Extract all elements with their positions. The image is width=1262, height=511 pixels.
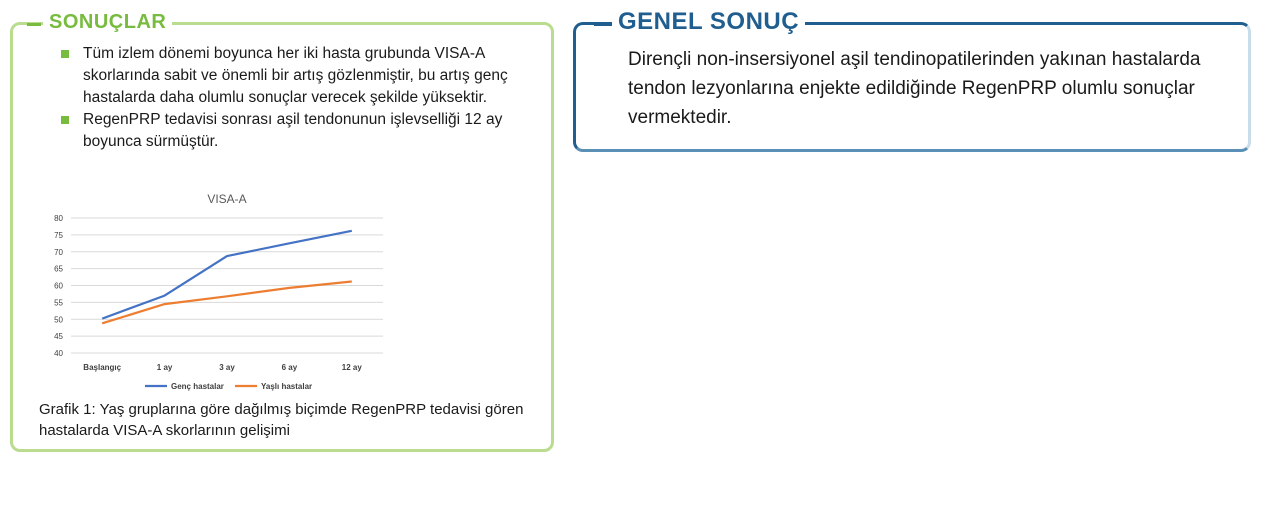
bullet-square-icon	[61, 50, 69, 58]
conclusion-panel	[573, 8, 1251, 152]
y-tick-label: 55	[54, 298, 63, 308]
visa-a-chart	[33, 185, 393, 395]
results-panel	[10, 11, 554, 452]
y-tick-label: 65	[54, 264, 63, 274]
results-title-dash	[27, 23, 41, 26]
y-tick-label: 75	[54, 230, 63, 240]
x-tick-label: 3 ay	[219, 363, 235, 372]
results-title: SONUÇLAR	[43, 11, 172, 34]
results-bullets	[57, 43, 537, 153]
y-tick-label: 40	[54, 349, 63, 358]
y-tick-label: 45	[54, 332, 63, 342]
conclusion-title-dash	[594, 23, 612, 26]
results-bullet-1	[57, 43, 537, 109]
legend-label: Yaşlı hastalar	[261, 382, 313, 391]
x-tick-label: 6 ay	[281, 363, 298, 372]
x-tick-label: 12 ay	[341, 363, 362, 372]
y-tick-label: 70	[54, 247, 63, 257]
chart-title: VISA-A	[207, 192, 247, 206]
legend-label: Genç hastalar	[171, 382, 224, 391]
x-tick-label: Başlangıç	[83, 363, 122, 372]
x-tick-label: 1 ay	[156, 363, 173, 372]
y-tick-label: 50	[54, 315, 63, 325]
series-line-genc	[102, 231, 352, 319]
results-bullet-2	[57, 109, 537, 153]
y-tick-label: 80	[54, 214, 63, 223]
results-bullet-2-text: RegenPRP tedavisi sonrası aşil tendonunun işlevselliği 12 ay boyunca sürmüştür.	[83, 111, 503, 150]
y-tick-label: 60	[54, 281, 63, 291]
results-bullet-1-text: Tüm izlem dönemi boyunca her iki hasta grubunda VISA-A skorlarında sabit ve önemli bir artış gözlenmiştir, bu artış genç hastalarda daha olumlu sonuçlar verecek şekilde yüksektir.	[83, 45, 508, 106]
bullet-square-icon	[61, 116, 69, 124]
conclusion-text: Dirençli non-insersiyonel aşil tendinopatilerinden yakınan hastalarda tendon lezyonlarına enjekte edildiğinde RegenPRP olumlu sonuçlar vermektedir.	[628, 49, 1201, 128]
chart-caption: Grafik 1: Yaş gruplarına göre dağılmış biçimde RegenPRP tedavisi gören hastalarda VISA-A skorlarının gelişimi	[39, 401, 524, 439]
conclusion-title: GENEL SONUÇ	[612, 8, 805, 36]
